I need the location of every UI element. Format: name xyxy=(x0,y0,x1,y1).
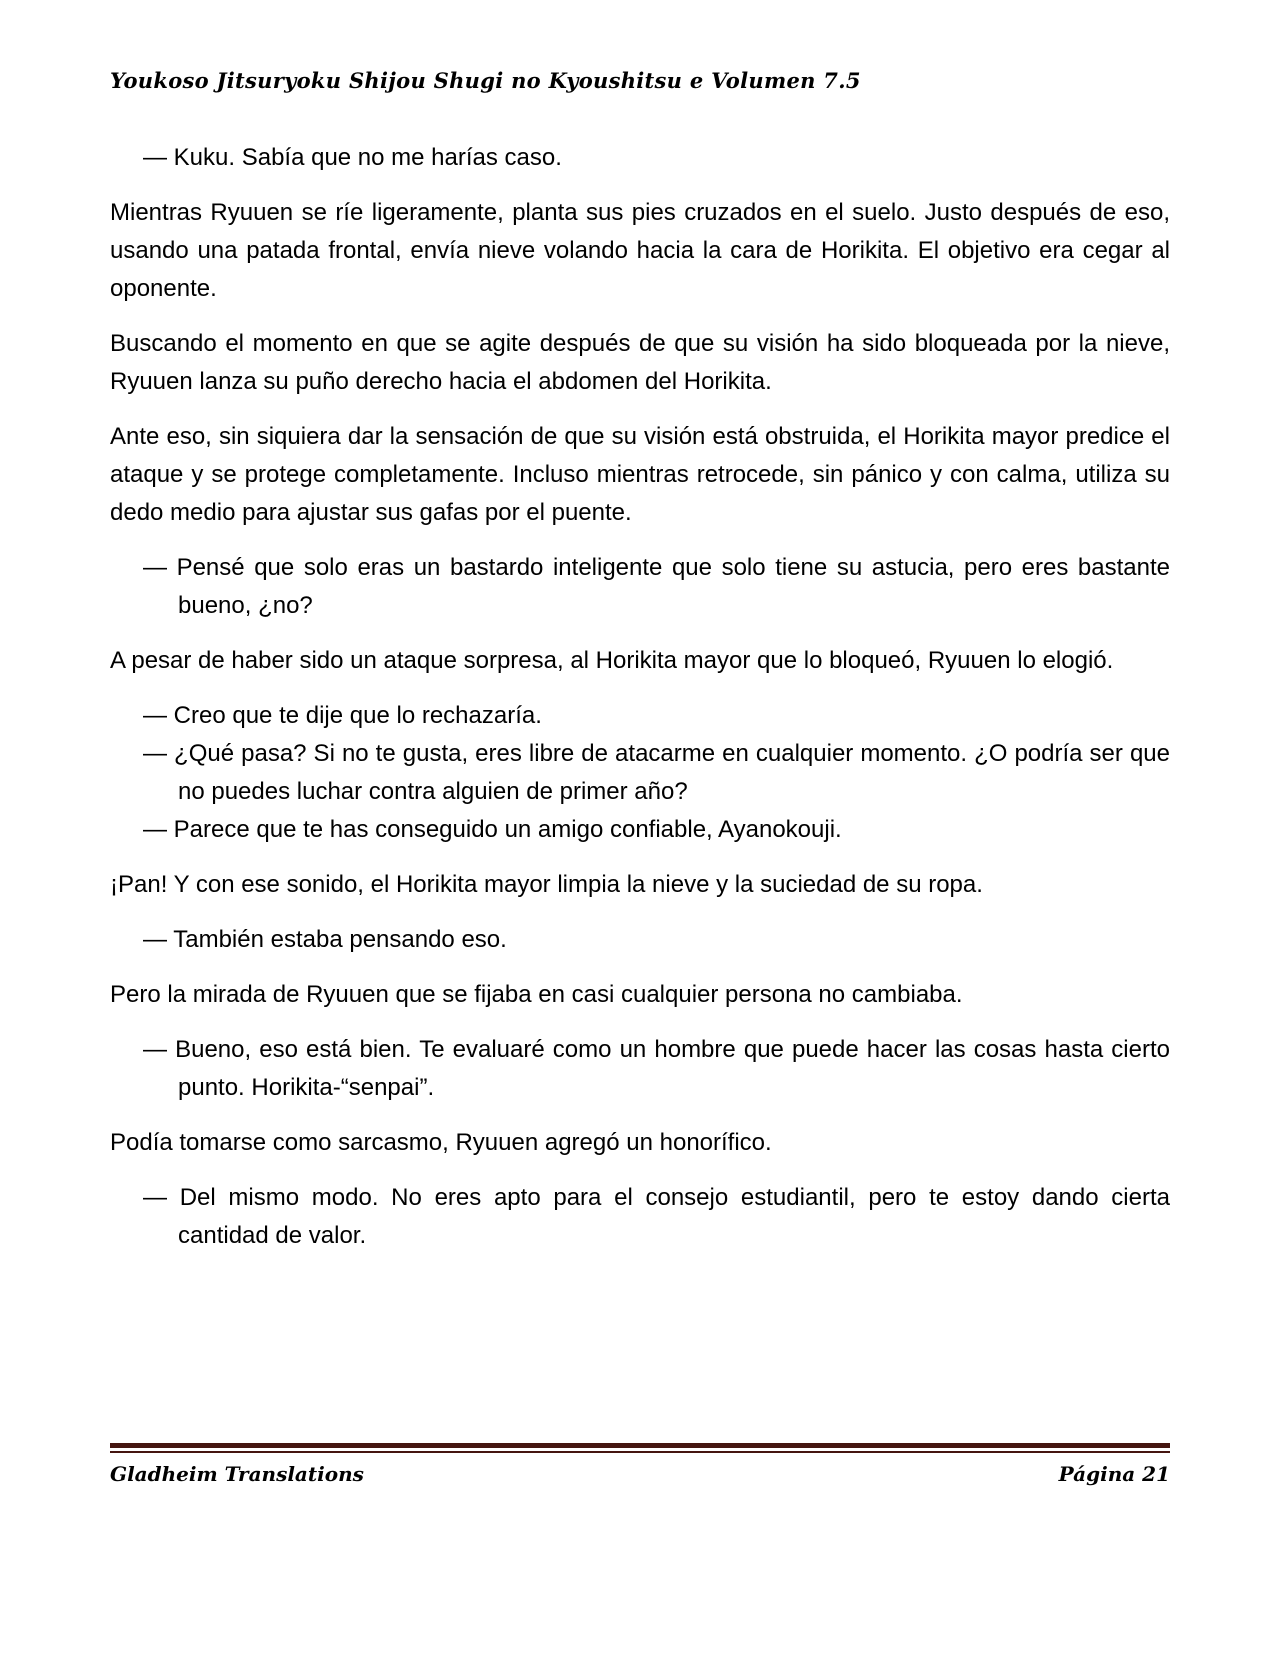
narration-paragraph: Ante eso, sin siquiera dar la sensación de que su visión está obstruida, el Horikita mayor predice el ataque y se protege completamente. Incluso mientras retrocede, sin pánico y con calma, utiliza su dedo medio para ajustar sus gafas por el puente. xyxy=(110,423,1170,526)
dialogue-paragraph: — ¿Qué pasa? Si no te gusta, eres libre de atacarme en cualquier momento. ¿O podría ser que no puedes luchar contra alguien de primer año? xyxy=(143,740,1170,805)
page-footer xyxy=(110,1443,1170,1486)
narration-paragraph: Podía tomarse como sarcasmo, Ryuuen agregó un honorífico. xyxy=(110,1129,772,1156)
dialogue-paragraph: — Bueno, eso está bien. Te evaluaré como un hombre que puede hacer las cosas hasta cierto punto. Horikita-“senpai”. xyxy=(143,1036,1170,1101)
page-body xyxy=(110,139,1170,1255)
dialogue-paragraph: — Creo que te dije que lo rechazaría. xyxy=(143,702,542,729)
dialogue-paragraph: — Pensé que solo eras un bastardo inteligente que solo tiene su astucia, pero eres bastante bueno, ¿no? xyxy=(143,554,1170,619)
dialogue-paragraph: — También estaba pensando eso. xyxy=(143,926,507,953)
page-number: Página 21 xyxy=(1058,1462,1170,1486)
dialogue-paragraph: — Parece que te has conseguido un amigo confiable, Ayanokouji. xyxy=(143,816,842,843)
footer-text-row xyxy=(110,1462,1170,1486)
dialogue-paragraph: — Del mismo modo. No eres apto para el consejo estudiantil, pero te estoy dando cierta cantidad de valor. xyxy=(143,1184,1170,1249)
footer-divider-rule xyxy=(110,1443,1170,1453)
narration-paragraph: Buscando el momento en que se agite después de que su visión ha sido bloqueada por la nieve, Ryuuen lanza su puño derecho hacia el abdomen del Horikita. xyxy=(110,330,1170,395)
narration-paragraph: A pesar de haber sido un ataque sorpresa, al Horikita mayor que lo bloqueó, Ryuuen lo elogió. xyxy=(110,647,1114,674)
narration-paragraph: Mientras Ryuuen se ríe ligeramente, planta sus pies cruzados en el suelo. Justo después de eso, usando una patada frontal, envía nieve volando hacia la cara de Horikita. El objetivo era cegar al oponente. xyxy=(110,199,1170,302)
dialogue-paragraph: — Kuku. Sabía que no me harías caso. xyxy=(143,144,562,171)
page-header-title: Youkoso Jitsuryoku Shijou Shugi no Kyoushitsu e Volumen 7.5 xyxy=(110,68,861,93)
narration-paragraph: ¡Pan! Y con ese sonido, el Horikita mayor limpia la nieve y la suciedad de su ropa. xyxy=(110,871,983,898)
narration-paragraph: Pero la mirada de Ryuuen que se fijaba en casi cualquier persona no cambiaba. xyxy=(110,981,963,1008)
translator-credit: Gladheim Translations xyxy=(110,1462,364,1486)
